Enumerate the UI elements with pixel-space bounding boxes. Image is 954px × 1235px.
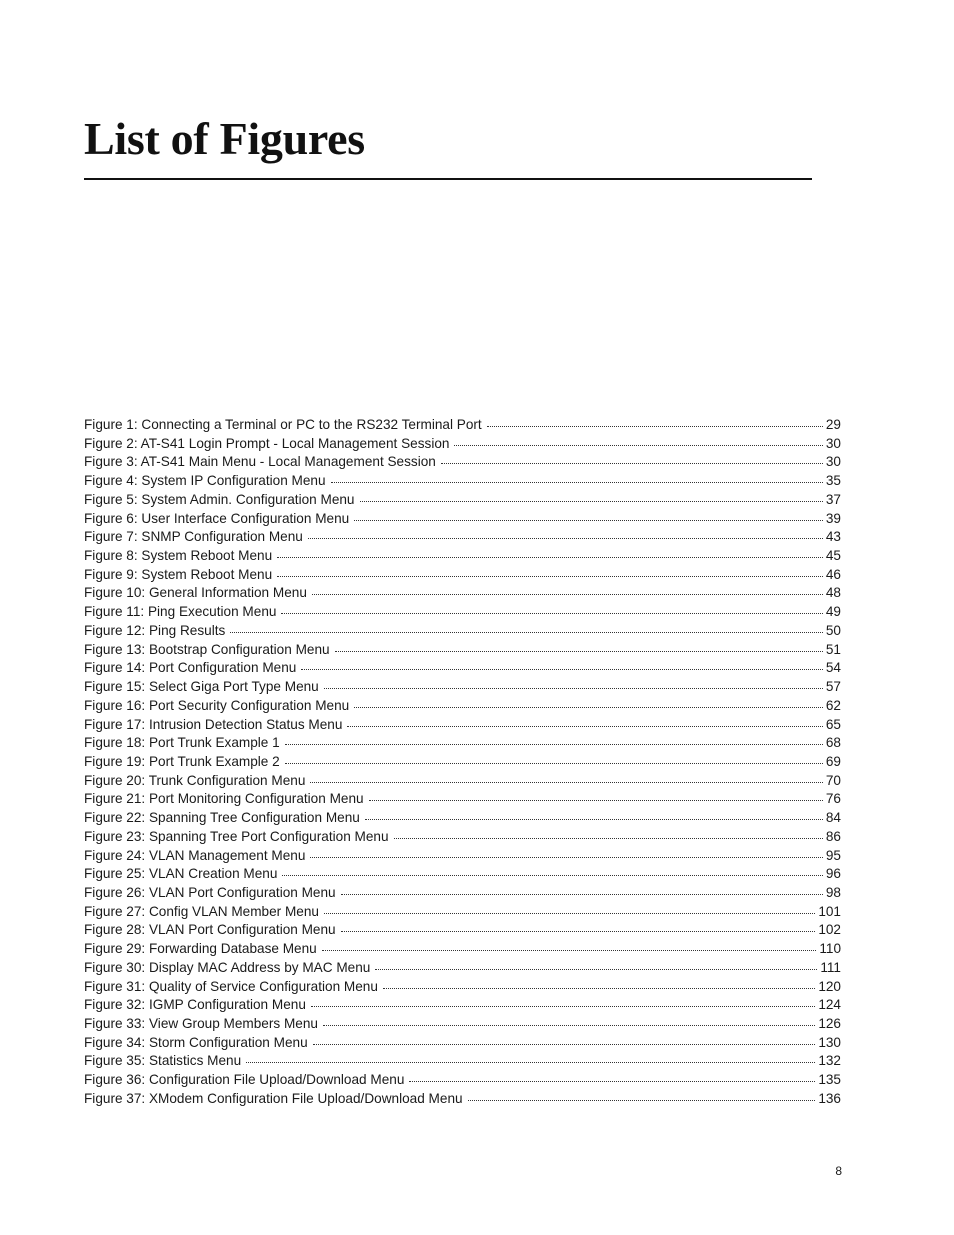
figure-entry-page: 95 [825,847,841,863]
figure-list [84,416,841,1109]
dot-leader [331,481,823,483]
figure-entry[interactable] [84,753,841,772]
figure-entry[interactable] [84,940,841,959]
figure-entry[interactable] [84,1071,841,1090]
figure-entry-label: Figure 24: VLAN Management Menu [84,847,306,863]
figure-entry[interactable] [84,978,841,997]
figure-entry-label: Figure 13: Bootstrap Configuration Menu [84,641,330,657]
figure-entry[interactable] [84,622,841,641]
figure-entry-label: Figure 11: Ping Execution Menu [84,604,277,620]
figure-entry[interactable] [84,678,841,697]
dot-leader [341,893,823,895]
dot-leader [323,1024,815,1026]
figure-entry[interactable] [84,416,841,435]
figure-entry-label: Figure 23: Spanning Tree Port Configuration Menu [84,828,389,844]
figure-entry-page: 96 [825,866,841,882]
figure-entry[interactable] [84,697,841,716]
figure-entry[interactable] [84,921,841,940]
figure-entry-label: Figure 7: SNMP Configuration Menu [84,529,303,545]
figure-entry[interactable] [84,547,841,566]
figure-entry-label: Figure 34: Storm Configuration Menu [84,1034,308,1050]
figure-entry-label: Figure 36: Configuration File Upload/Download Menu [84,1072,405,1088]
figure-entry-page: 51 [825,641,841,657]
figure-entry-page: 120 [818,978,841,994]
figure-entry-page: 124 [818,997,841,1013]
figure-entry-page: 76 [825,791,841,807]
figure-entry-page: 69 [825,753,841,769]
figure-entry-label: Figure 30: Display MAC Address by MAC Menu [84,959,371,975]
dot-leader [347,725,822,727]
figure-entry-label: Figure 17: Intrusion Detection Status Menu [84,716,343,732]
dot-leader [365,818,823,820]
figure-entry[interactable] [84,865,841,884]
dot-leader [341,930,816,932]
figure-entry-page: 57 [825,679,841,695]
figure-entry-page: 84 [825,810,841,826]
figure-entry-page: 111 [820,959,841,975]
figure-entry-page: 29 [825,417,841,432]
figure-entry-label: Figure 25: VLAN Creation Menu [84,866,278,882]
figure-entry-page: 130 [818,1034,841,1050]
dot-leader [277,575,823,577]
figure-entry-page: 135 [818,1072,841,1088]
figure-entry-page: 70 [825,772,841,788]
figure-entry[interactable] [84,641,841,660]
figure-entry[interactable] [84,996,841,1015]
dot-leader [394,837,823,839]
figure-entry-label: Figure 2: AT-S41 Login Prompt - Local Management Session [84,435,450,451]
figure-entry[interactable] [84,528,841,547]
figure-entry[interactable] [84,566,841,585]
figure-entry-page: 30 [825,454,841,470]
dot-leader [230,631,823,633]
dot-leader [285,743,823,745]
figure-entry-label: Figure 1: Connecting a Terminal or PC to the RS232 Terminal Port [84,417,482,432]
dot-leader [285,762,823,764]
figure-entry-page: 132 [818,1053,841,1069]
figure-entry-page: 126 [818,1016,841,1031]
figure-entry[interactable] [84,584,841,603]
figure-entry-label: Figure 6: User Interface Configuration Menu [84,510,350,526]
dot-leader [454,444,822,446]
figure-entry-label: Figure 31: Quality of Service Configuration Menu [84,978,378,994]
figure-entry-label: Figure 15: Select Giga Port Type Menu [84,679,319,695]
dot-leader [324,687,823,689]
dot-leader [310,781,822,783]
figure-entry-label: Figure 14: Port Configuration Menu [84,660,297,676]
figure-entry[interactable] [84,847,841,866]
dot-leader [335,650,823,652]
figure-entry-label: Figure 4: System IP Configuration Menu [84,473,326,489]
figure-entry-label: Figure 16: Port Security Configuration Menu [84,697,350,713]
dot-leader [246,1061,815,1063]
figure-entry[interactable] [84,734,841,753]
dot-leader [277,556,823,558]
dot-leader [375,968,817,970]
dot-leader [324,912,815,914]
dot-leader [301,668,823,670]
figure-entry-label: Figure 26: VLAN Port Configuration Menu [84,884,336,900]
figure-entry[interactable] [84,510,841,529]
figure-entry-label: Figure 10: General Information Menu [84,585,307,601]
figure-entry-label: Figure 21: Port Monitoring Configuration Menu [84,791,364,807]
dot-leader [310,856,822,858]
title-rule [84,178,812,180]
figure-entry[interactable] [84,959,841,978]
figure-entry-page: 98 [825,884,841,900]
figure-entry-page: 39 [825,510,841,526]
figure-entry[interactable] [84,772,841,791]
figure-entry-label: Figure 35: Statistics Menu [84,1053,242,1069]
figure-entry[interactable] [84,1090,841,1109]
figure-entry-page: 54 [825,660,841,676]
dot-leader [308,537,823,539]
figure-entry[interactable] [84,659,841,678]
figure-entry[interactable] [84,491,841,510]
figure-entry[interactable] [84,472,841,491]
figure-entry[interactable] [84,1015,841,1034]
figure-entry[interactable] [84,790,841,809]
figure-entry-page: 35 [825,473,841,489]
dot-leader [322,949,817,951]
figure-entry-label: Figure 33: View Group Members Menu [84,1016,318,1031]
figure-entry[interactable] [84,903,841,922]
figure-entry-label: Figure 9: System Reboot Menu [84,566,273,582]
figure-entry-label: Figure 32: IGMP Configuration Menu [84,997,306,1013]
dot-leader [282,874,822,876]
dot-leader [383,987,815,989]
figure-entry[interactable] [84,716,841,735]
figure-entry-page: 136 [818,1090,841,1106]
figure-entry-label: Figure 19: Port Trunk Example 2 [84,753,280,769]
figure-entry-page: 48 [825,585,841,601]
figure-entry[interactable] [84,435,841,454]
figure-entry[interactable] [84,1052,841,1071]
figure-entry-label: Figure 5: System Admin. Configuration Menu [84,491,355,507]
figure-entry-label: Figure 18: Port Trunk Example 1 [84,735,280,751]
figure-entry[interactable] [84,453,841,472]
dot-leader [313,1043,816,1045]
page-number: 8 [835,1164,842,1178]
dot-leader [468,1099,816,1101]
figure-entry-page: 65 [825,716,841,732]
figure-entry-label: Figure 3: AT-S41 Main Menu - Local Management Session [84,454,436,470]
page-title: List of Figures [84,113,365,164]
figure-entry-page: 102 [818,922,841,938]
dot-leader [487,425,823,427]
figure-entry-page: 68 [825,735,841,751]
dot-leader [441,462,823,464]
figure-entry-page: 45 [825,548,841,564]
figure-entry-page: 62 [825,697,841,713]
dot-leader [354,519,823,521]
figure-entry-page: 43 [825,529,841,545]
figure-entry-label: Figure 8: System Reboot Menu [84,548,273,564]
figure-entry-label: Figure 20: Trunk Configuration Menu [84,772,306,788]
figure-entry-label: Figure 37: XModem Configuration File Upload/Download Menu [84,1090,463,1106]
figure-entry-page: 110 [819,941,841,957]
figure-entry-label: Figure 28: VLAN Port Configuration Menu [84,922,336,938]
figure-entry-page: 50 [825,622,841,638]
figure-entry-page: 30 [825,435,841,451]
figure-entry-page: 46 [825,566,841,582]
figure-entry-label: Figure 27: Config VLAN Member Menu [84,903,319,919]
figure-entry-label: Figure 12: Ping Results [84,622,226,638]
figure-entry[interactable] [84,1034,841,1053]
dot-leader [312,593,823,595]
figure-entry[interactable] [84,884,841,903]
figure-entry-page: 49 [825,604,841,620]
dot-leader [281,612,822,614]
figure-entry-page: 86 [825,828,841,844]
figure-entry[interactable] [84,809,841,828]
dot-leader [354,706,823,708]
dot-leader [311,1005,815,1007]
dot-leader [409,1080,815,1082]
figure-entry-page: 101 [818,903,841,919]
figure-entry-label: Figure 22: Spanning Tree Configuration Menu [84,810,360,826]
figure-entry-label: Figure 29: Forwarding Database Menu [84,941,317,957]
dot-leader [360,500,823,502]
figure-entry-page: 37 [825,491,841,507]
figure-entry[interactable] [84,828,841,847]
dot-leader [369,799,823,801]
figure-entry[interactable] [84,603,841,622]
